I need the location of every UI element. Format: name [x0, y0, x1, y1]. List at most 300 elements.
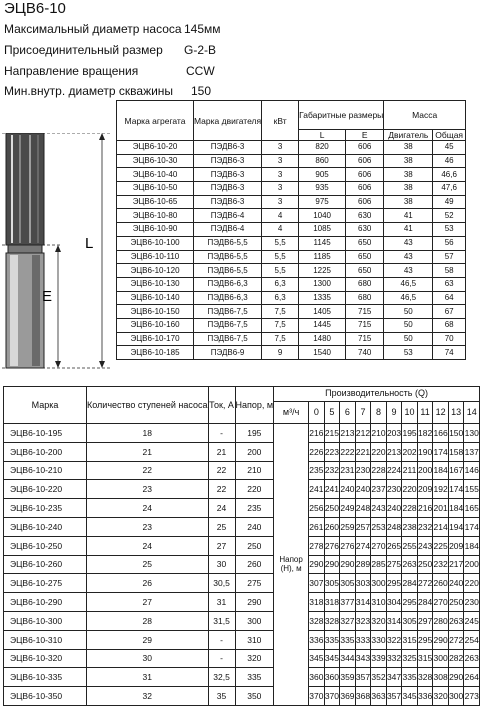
table-cell: 357: [386, 687, 402, 706]
spec-label-well-diameter: Мин.внутр. диаметр скважины: [4, 84, 174, 98]
table-cell: 290: [235, 593, 274, 612]
table-cell: 285: [371, 555, 387, 574]
table-cell: 201: [433, 499, 449, 518]
table-cell: 28: [87, 611, 209, 630]
table-cell: 255: [402, 536, 418, 555]
col-flow: 14: [464, 401, 480, 423]
table-cell: 57: [433, 250, 466, 264]
table-cell: 606: [346, 195, 384, 209]
table-cell: 253: [371, 517, 387, 536]
performance-table: [3, 386, 480, 706]
head-label: Напор (Н), м: [274, 424, 309, 706]
table-cell: 320: [433, 687, 449, 706]
col-kw: кВт: [262, 101, 299, 141]
table-cell: 1300: [299, 277, 346, 291]
table-cell: 53: [433, 223, 466, 237]
table-cell: 257: [355, 517, 371, 536]
col-unit: Марка агрегата: [117, 101, 194, 141]
table-cell: 256: [309, 499, 325, 518]
table-cell: 203: [386, 424, 402, 443]
table-cell: 335: [340, 630, 356, 649]
table-cell: 243: [371, 499, 387, 518]
table-cell: 320: [235, 649, 274, 668]
table-cell: 820: [299, 141, 346, 155]
table-row: [117, 168, 466, 182]
table-cell: 224: [386, 461, 402, 480]
col-motor: Марка двигателя: [194, 101, 262, 141]
table-cell: 935: [299, 182, 346, 196]
table-cell: 272: [448, 630, 464, 649]
pump-diagram: [2, 133, 112, 373]
table-cell: ЭЦВ6-10-275: [4, 574, 87, 593]
table-cell: 336: [417, 687, 433, 706]
table-cell: ЭЦВ6-10-260: [4, 555, 87, 574]
table-cell: 22: [87, 461, 209, 480]
col-mass: Масса: [384, 101, 466, 130]
table-cell: 308: [433, 668, 449, 687]
table-cell: 41: [384, 209, 433, 223]
table-cell: 195: [235, 424, 274, 443]
table-cell: 184: [433, 461, 449, 480]
table-cell: ЭЦВ6-10-120: [117, 264, 194, 278]
table-cell: 31: [208, 593, 235, 612]
table-cell: 310: [235, 630, 274, 649]
table-cell: 303: [355, 574, 371, 593]
table-cell: 290: [340, 555, 356, 574]
table-cell: 4: [262, 209, 299, 223]
table-cell: 232: [433, 555, 449, 574]
table-cell: 24: [87, 499, 209, 518]
table-cell: 29: [87, 630, 209, 649]
table-cell: 3: [262, 182, 299, 196]
table-cell: 217: [448, 555, 464, 574]
table-row: [117, 332, 466, 346]
table-cell: 370: [309, 687, 325, 706]
table-cell: ЭЦВ6-10-235: [4, 499, 87, 518]
table-cell: 290: [433, 630, 449, 649]
table-row: [4, 630, 480, 649]
table-cell: ЭЦВ6-10-160: [117, 318, 194, 332]
col-flow: 13: [448, 401, 464, 423]
col-flow: 11: [417, 401, 433, 423]
table-cell: 284: [402, 574, 418, 593]
table-cell: 46,6: [433, 168, 466, 182]
table-cell: 240: [448, 574, 464, 593]
table-cell: 25: [208, 517, 235, 536]
table-cell: ЭЦВ6-10-40: [117, 168, 194, 182]
table-cell: 194: [448, 517, 464, 536]
table-cell: 46,5: [384, 291, 433, 305]
table-row: [4, 649, 480, 668]
table-cell: 680: [346, 277, 384, 291]
table-cell: 650: [346, 264, 384, 278]
table-cell: 740: [346, 346, 384, 360]
table-cell: 273: [464, 687, 480, 706]
table-cell: ЭЦВ6-10-110: [117, 250, 194, 264]
table-cell: ПЭДВ6-5,5: [194, 236, 262, 250]
table-cell: 295: [402, 593, 418, 612]
col-flow: 5: [324, 401, 340, 423]
table-cell: ЭЦВ6-10-90: [117, 223, 194, 237]
table-cell: 260: [433, 574, 449, 593]
table-cell: 318: [324, 593, 340, 612]
table-cell: 3: [262, 141, 299, 155]
table-cell: 221: [355, 442, 371, 461]
table-cell: ПЭДВ6-4: [194, 209, 262, 223]
table-row: [117, 346, 466, 360]
spec-value-connection: G-2-B: [184, 43, 217, 57]
spec-label-rotation: Направление вращения: [4, 64, 139, 78]
table-cell: 352: [371, 668, 387, 687]
table-cell: 360: [324, 668, 340, 687]
table-row: [117, 154, 466, 168]
table-cell: 1040: [299, 209, 346, 223]
table-cell: -: [208, 630, 235, 649]
table-cell: 1480: [299, 332, 346, 346]
table-row: [117, 209, 466, 223]
table-cell: 264: [464, 668, 480, 687]
table-cell: 325: [402, 649, 418, 668]
table-cell: 680: [346, 291, 384, 305]
table-cell: 1145: [299, 236, 346, 250]
table-cell: 192: [433, 480, 449, 499]
table-cell: 314: [355, 593, 371, 612]
table-row: [117, 250, 466, 264]
table-cell: 261: [309, 517, 325, 536]
table-cell: 344: [340, 649, 356, 668]
table-cell: 240: [340, 480, 356, 499]
table-row: [117, 141, 466, 155]
table-cell: 245: [464, 611, 480, 630]
col-l: L: [299, 130, 346, 141]
col-current: Ток, А: [208, 387, 235, 424]
table-cell: 52: [433, 209, 466, 223]
table-cell: 630: [346, 209, 384, 223]
table-cell: 223: [324, 442, 340, 461]
table-cell: 166: [433, 424, 449, 443]
table-cell: ПЭДВ6-9: [194, 346, 262, 360]
table-cell: 270: [371, 536, 387, 555]
table-cell: 237: [371, 480, 387, 499]
table-cell: 322: [386, 630, 402, 649]
spec-value-rotation: CCW: [186, 64, 215, 78]
table-cell: 263: [402, 555, 418, 574]
table-cell: 6,3: [262, 277, 299, 291]
table-cell: 289: [355, 555, 371, 574]
table-cell: 275: [235, 574, 274, 593]
table-cell: 345: [402, 687, 418, 706]
col-productivity: Производительность (Q): [274, 387, 480, 402]
table-cell: 650: [346, 250, 384, 264]
table-cell: 310: [371, 593, 387, 612]
table-cell: 27: [208, 536, 235, 555]
col-flow: 6: [340, 401, 356, 423]
table-cell: 284: [417, 593, 433, 612]
spec-value-diameter: 145мм: [184, 22, 221, 36]
table-row: [4, 424, 480, 443]
diagram-label-e: E: [42, 288, 53, 305]
table-cell: 195: [402, 424, 418, 443]
table-cell: 250: [417, 555, 433, 574]
table-cell: 225: [433, 536, 449, 555]
table-cell: 213: [386, 442, 402, 461]
table-cell: 282: [448, 649, 464, 668]
table-cell: 359: [340, 668, 356, 687]
table-cell: 323: [355, 611, 371, 630]
table-cell: 860: [299, 154, 346, 168]
table-cell: 32: [87, 687, 209, 706]
table-row: [117, 223, 466, 237]
table-cell: 50: [384, 332, 433, 346]
table-cell: 248: [355, 499, 371, 518]
table-cell: 30: [87, 649, 209, 668]
table-cell: 241: [309, 480, 325, 499]
table-cell: 249: [340, 499, 356, 518]
table-cell: 21: [208, 442, 235, 461]
table-cell: 53: [384, 346, 433, 360]
table-cell: 335: [402, 668, 418, 687]
table-cell: 290: [309, 555, 325, 574]
table-cell: 259: [340, 517, 356, 536]
table-cell: 228: [371, 461, 387, 480]
table-cell: 150: [448, 424, 464, 443]
table-cell: 315: [417, 649, 433, 668]
table-cell: 216: [309, 424, 325, 443]
table-cell: 165: [464, 499, 480, 518]
col-model: Марка: [4, 387, 87, 424]
table-cell: 64: [433, 291, 466, 305]
table-cell: 274: [355, 536, 371, 555]
table-cell: ЭЦВ6-10-250: [4, 536, 87, 555]
table-cell: 343: [355, 649, 371, 668]
table-cell: 360: [309, 668, 325, 687]
table-cell: 5,5: [262, 264, 299, 278]
table-cell: ПЭДВ6-7,5: [194, 305, 262, 319]
table-cell: ЭЦВ6-10-320: [4, 649, 87, 668]
table-cell: 5,5: [262, 236, 299, 250]
table-cell: ЭЦВ6-10-310: [4, 630, 87, 649]
table-cell: 38: [384, 154, 433, 168]
table-cell: 232: [417, 517, 433, 536]
table-cell: 232: [324, 461, 340, 480]
table-cell: ЭЦВ6-10-335: [4, 668, 87, 687]
table-row: [117, 195, 466, 209]
table-cell: 30: [208, 555, 235, 574]
table-cell: 18: [87, 424, 209, 443]
table-cell: 210: [235, 461, 274, 480]
table-cell: 3: [262, 195, 299, 209]
table-cell: ПЭДВ6-3: [194, 195, 262, 209]
table-cell: ПЭДВ6-5,5: [194, 250, 262, 264]
table-row: [4, 536, 480, 555]
unit-spec-table: [116, 100, 466, 360]
table-cell: 226: [309, 442, 325, 461]
table-cell: 230: [355, 461, 371, 480]
table-row: [4, 555, 480, 574]
col-flow: 10: [402, 401, 418, 423]
table-cell: 1405: [299, 305, 346, 319]
table-cell: 300: [448, 687, 464, 706]
table-cell: 184: [448, 499, 464, 518]
table-cell: 50: [384, 318, 433, 332]
table-row: [4, 499, 480, 518]
table-cell: ЭЦВ6-10-210: [4, 461, 87, 480]
table-cell: 715: [346, 332, 384, 346]
table-cell: ЭЦВ6-10-140: [117, 291, 194, 305]
table-cell: ПЭДВ6-3: [194, 141, 262, 155]
table-cell: 305: [324, 574, 340, 593]
table-cell: 335: [324, 630, 340, 649]
table-cell: 318: [309, 593, 325, 612]
col-mass-total: Общая: [433, 130, 466, 141]
spec-value-well-diameter: 150: [191, 84, 212, 98]
table-row: [117, 305, 466, 319]
col-mass-motor: Двигатель: [384, 130, 433, 141]
table-cell: ЭЦВ6-10-185: [117, 346, 194, 360]
table-cell: 243: [417, 536, 433, 555]
col-flow: 8: [371, 401, 387, 423]
table-row: [117, 182, 466, 196]
col-head: Напор, м: [235, 387, 274, 424]
table-cell: 68: [433, 318, 466, 332]
col-flow: 12: [433, 401, 449, 423]
table-cell: 7,5: [262, 318, 299, 332]
table-cell: 307: [309, 574, 325, 593]
col-dims: Габаритные размеры: [299, 101, 384, 130]
table-cell: 345: [309, 649, 325, 668]
table-cell: 30,5: [208, 574, 235, 593]
table-cell: ЭЦВ6-10-80: [117, 209, 194, 223]
table-cell: 369: [340, 687, 356, 706]
table-cell: 74: [433, 346, 466, 360]
col-stages: Количество ступеней насоса: [87, 387, 209, 424]
table-cell: 240: [235, 517, 274, 536]
table-cell: 49: [433, 195, 466, 209]
table-cell: 209: [417, 480, 433, 499]
table-cell: 38: [384, 168, 433, 182]
table-cell: 230: [386, 480, 402, 499]
table-cell: 276: [324, 536, 340, 555]
table-cell: 1085: [299, 223, 346, 237]
table-cell: 46,5: [384, 277, 433, 291]
table-cell: 137: [464, 442, 480, 461]
table-cell: 220: [371, 442, 387, 461]
table-cell: 347: [386, 668, 402, 687]
table-cell: 41: [384, 223, 433, 237]
table-cell: 43: [384, 236, 433, 250]
table-cell: ЭЦВ6-10-350: [4, 687, 87, 706]
table-cell: 263: [464, 649, 480, 668]
table-cell: 31: [87, 668, 209, 687]
table-cell: 235: [235, 499, 274, 518]
table-cell: 314: [386, 611, 402, 630]
table-cell: ЭЦВ6-10-130: [117, 277, 194, 291]
table-cell: 27: [87, 593, 209, 612]
table-cell: 230: [464, 593, 480, 612]
table-cell: 320: [371, 611, 387, 630]
table-cell: 63: [433, 277, 466, 291]
table-cell: 339: [371, 649, 387, 668]
table-cell: 333: [355, 630, 371, 649]
table-cell: 155: [464, 480, 480, 499]
table-cell: 21: [87, 442, 209, 461]
table-row: [117, 291, 466, 305]
table-cell: ПЭДВ6-7,5: [194, 318, 262, 332]
table-cell: 70: [433, 332, 466, 346]
table-row: [4, 668, 480, 687]
table-cell: 174: [448, 480, 464, 499]
table-cell: 263: [448, 611, 464, 630]
table-cell: 174: [464, 517, 480, 536]
table-cell: 280: [433, 611, 449, 630]
table-cell: 220: [464, 574, 480, 593]
col-flow: 7: [355, 401, 371, 423]
table-cell: ЭЦВ6-10-195: [4, 424, 87, 443]
table-cell: 26: [87, 574, 209, 593]
table-cell: ПЭДВ6-6,3: [194, 291, 262, 305]
table-cell: 370: [324, 687, 340, 706]
table-cell: 38: [384, 141, 433, 155]
table-cell: 228: [402, 499, 418, 518]
col-unit-m3h: м³/ч: [274, 401, 309, 423]
table-cell: ЭЦВ6-10-150: [117, 305, 194, 319]
page-title: ЭЦВ6-10: [4, 0, 66, 17]
table-cell: 35: [208, 687, 235, 706]
table-cell: 715: [346, 305, 384, 319]
table-cell: 254: [464, 630, 480, 649]
table-cell: -: [208, 649, 235, 668]
col-flow: 9: [386, 401, 402, 423]
table-cell: 184: [464, 536, 480, 555]
table-cell: 300: [433, 649, 449, 668]
table-cell: ПЭДВ6-5,5: [194, 264, 262, 278]
table-cell: 975: [299, 195, 346, 209]
table-cell: ЭЦВ6-10-220: [4, 480, 87, 499]
table-cell: 215: [324, 424, 340, 443]
table-cell: 275: [386, 555, 402, 574]
table-cell: 182: [417, 424, 433, 443]
table-row: [4, 593, 480, 612]
table-cell: 7,5: [262, 305, 299, 319]
table-cell: 1445: [299, 318, 346, 332]
table-cell: 202: [402, 442, 418, 461]
table-cell: 295: [417, 630, 433, 649]
table-cell: 67: [433, 305, 466, 319]
table-cell: 335: [235, 668, 274, 687]
spec-label-diameter: Максимальный диаметр насоса: [4, 22, 182, 36]
table-cell: 241: [324, 480, 340, 499]
table-cell: 265: [386, 536, 402, 555]
table-cell: 58: [433, 264, 466, 278]
table-cell: ПЭДВ6-3: [194, 182, 262, 196]
table-cell: 250: [448, 593, 464, 612]
table-row: [4, 442, 480, 461]
table-row: [4, 687, 480, 706]
table-cell: 272: [417, 574, 433, 593]
table-cell: 328: [324, 611, 340, 630]
table-cell: 297: [417, 611, 433, 630]
table-cell: 9: [262, 346, 299, 360]
table-cell: 158: [448, 442, 464, 461]
table-cell: 332: [386, 649, 402, 668]
table-cell: -: [208, 424, 235, 443]
table-row: [117, 264, 466, 278]
table-row: [117, 277, 466, 291]
table-cell: ПЭДВ6-3: [194, 154, 262, 168]
table-cell: 270: [433, 593, 449, 612]
table-cell: 606: [346, 154, 384, 168]
table-cell: 43: [384, 264, 433, 278]
